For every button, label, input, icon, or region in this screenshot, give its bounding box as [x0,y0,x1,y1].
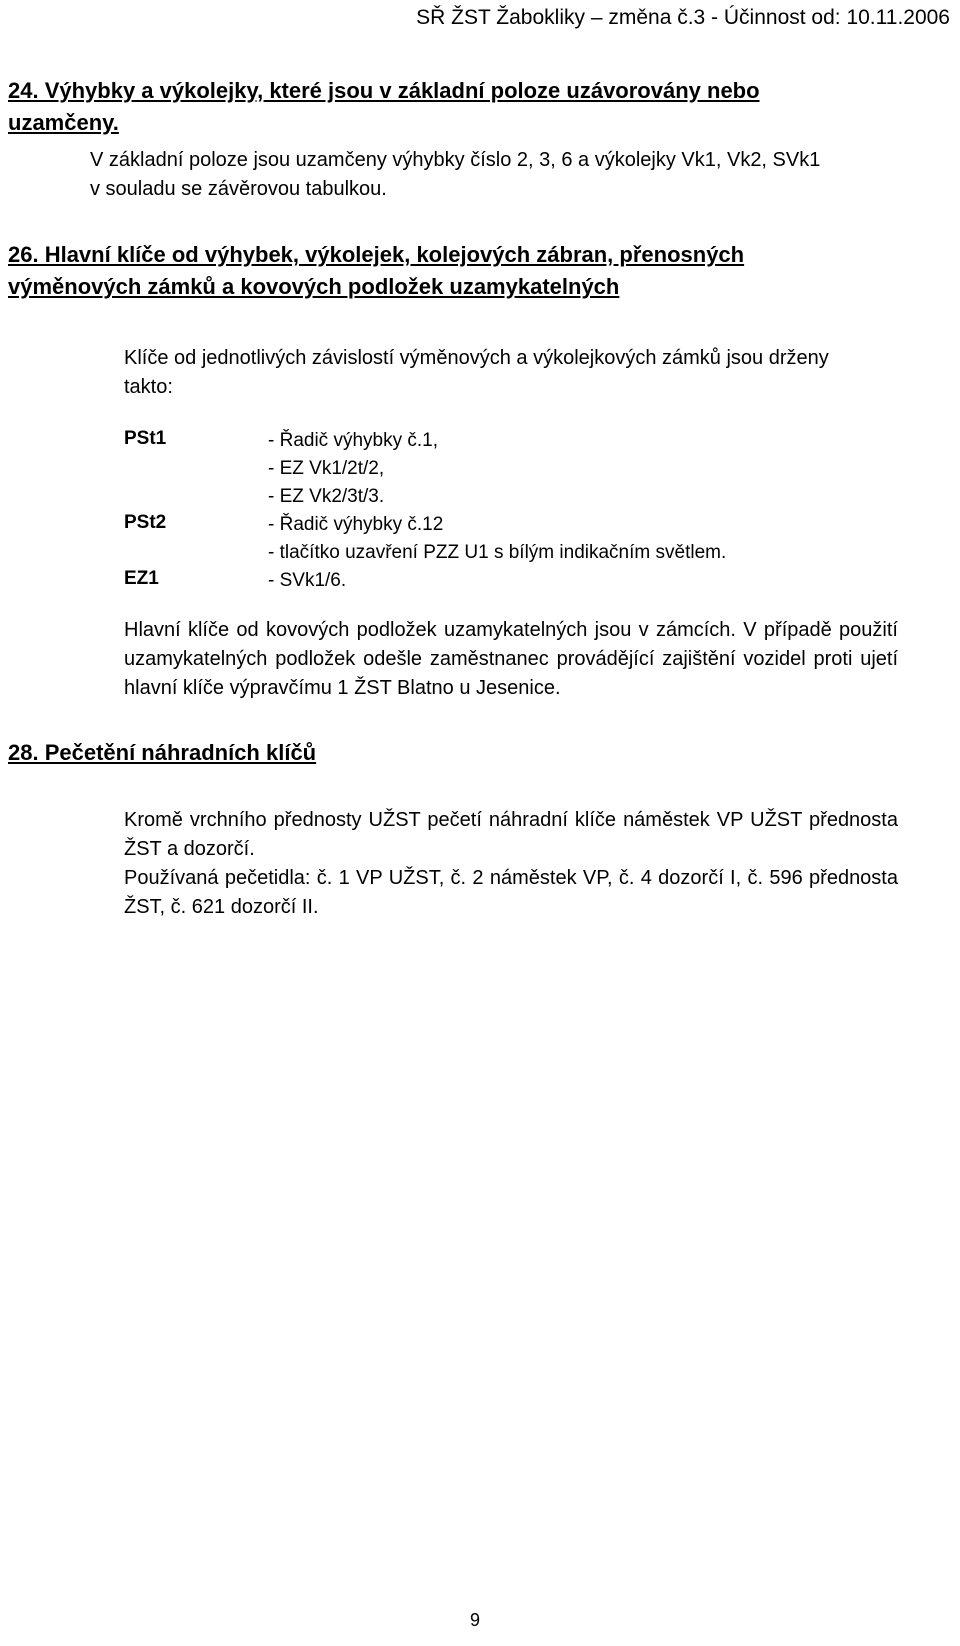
key-holder-label: EZ1 [124,568,159,589]
section-24-title-line2: uzamčeny. [8,110,119,135]
key-item: - tlačítko uzavření PZZ U1 s bílým indikačním světlem. [268,542,727,563]
section-26-intro-line1: Klíče od jednotlivých závislostí výměnových a výkolejkových zámků jsou drženy [124,347,829,369]
section-28-paragraph-1: Kromě vrchního přednosty UŽST pečetí náhradní klíče náměstek VP UŽST přednosta ŽST a dozorčí. [124,809,898,860]
section-24-body-line2: v souladu se závěrovou tabulkou. [90,178,387,200]
section-26-title-line1: 26. Hlavní klíče od výhybek, výkolejek, kolejových zábran, přenosných [8,242,745,267]
section-26-title-line2: výměnových zámků a kovových podložek uzamykatelných [8,274,620,299]
key-item: - SVk1/6. [268,570,347,591]
key-holder-label: PSt2 [124,512,167,533]
key-item: - EZ Vk2/3t/3. [268,486,385,507]
section-26-closing-paragraph: Hlavní klíče od kovových podložek uzamykatelných jsou v zámcích. V případě použití uzamykatelných podložek odešle zaměstnanec provádějící zajištění vozidel proti ujetí hlavní klíče výpravčímu 1 ŽST Blatno u Jesenice. [124,619,898,699]
page-number: 9 [470,1610,481,1630]
section-24-title-line1: 24. Výhybky a výkolejky, které jsou v základní poloze uzávorovány nebo [8,78,760,103]
key-item: - Řadič výhybky č.12 [268,514,444,535]
section-28-title: 28. Pečetění náhradních klíčů [8,740,317,765]
section-28-paragraph-2: Používaná pečetidla: č. 1 VP UŽST, č. 2 náměstek VP, č. 4 dozorčí I, č. 596 přednosta ŽST, č. 621 dozorčí II. [124,867,898,918]
key-item: - Řadič výhybky č.1, [268,430,438,451]
section-26-intro-line2: takto: [124,376,173,398]
key-item: - EZ Vk1/2t/2, [268,458,385,479]
page-header: SŘ ŽST Žabokliky – změna č.3 - Účinnost od: 10.11.2006 [416,6,950,29]
section-24-body-line1: V základní poloze jsou uzamčeny výhybky číslo 2, 3, 6 a výkolejky Vk1, Vk2, SVk1 [90,149,821,171]
key-holder-label: PSt1 [124,428,167,449]
